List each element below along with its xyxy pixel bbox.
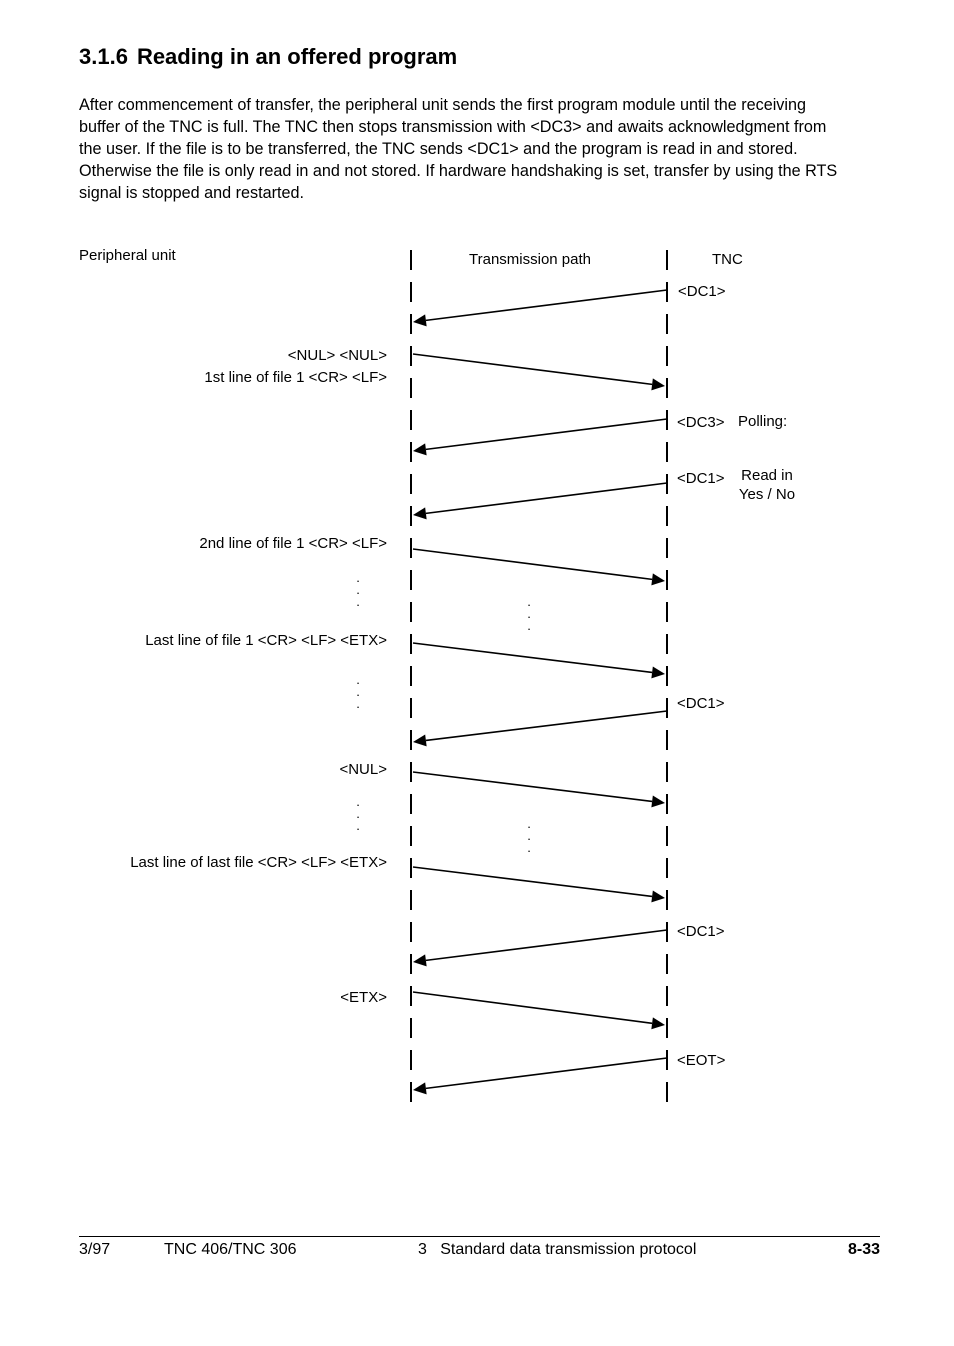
vertical-ellipsis: . . . [356, 794, 360, 833]
message-arrow-line [426, 930, 667, 960]
message-arrow-line [413, 992, 652, 1023]
arrowhead [651, 1017, 665, 1029]
footer-date: 3/97 [79, 1241, 111, 1258]
label-first-line: 1st line of file 1 <CR> <LF> [204, 369, 387, 386]
message-arrow-line [426, 711, 667, 740]
arrowhead [413, 1082, 427, 1094]
message-arrow-line [413, 643, 652, 672]
message-arrow-line [413, 354, 652, 384]
section-number: 3.1.6 [79, 44, 128, 69]
arrowhead [413, 443, 427, 455]
message-arrow-line [426, 483, 667, 513]
arrowhead [651, 573, 665, 585]
message-arrow-line [426, 419, 667, 449]
arrowhead [413, 954, 427, 966]
vertical-ellipsis: . . . [527, 594, 531, 633]
arrowhead [651, 378, 665, 390]
note-read-in: Read in [741, 467, 793, 484]
arrowhead [413, 507, 427, 519]
label-last-line-file1: Last line of file 1 <CR> <LF> <ETX> [145, 632, 387, 649]
label-etx: <ETX> [340, 989, 387, 1006]
peripheral-unit-header: Peripheral unit [79, 247, 176, 264]
note-yes-no: Yes / No [738, 486, 796, 503]
footer-page-number: 8-33 [847, 1241, 880, 1258]
label-last-line-last-file: Last line of last file <CR> <LF> <ETX> [130, 854, 387, 871]
message-arrow-line [413, 549, 652, 579]
footer-model: TNC 406/TNC 306 [164, 1241, 297, 1258]
message-arrow-line [426, 290, 667, 320]
message-arrows [413, 290, 667, 1094]
message-arrow-line [426, 1058, 667, 1088]
message-arrow-line [413, 772, 652, 801]
arrowhead [413, 314, 427, 326]
tnc-label-dc3: <DC3> [677, 414, 725, 431]
label-second-line: 2nd line of file 1 <CR> <LF> [199, 535, 387, 552]
footer-chapter: 3 Standard data transmission protocol [418, 1241, 697, 1258]
tnc-header: TNC [712, 251, 743, 268]
tnc-label-dc1: <DC1> [677, 470, 725, 487]
label-nul-nul: <NUL> <NUL> [287, 347, 387, 364]
label-nul: <NUL> [339, 761, 387, 778]
arrowhead [413, 734, 427, 746]
transmission-path-header: Transmission path [469, 251, 591, 268]
tnc-label-dc1: <DC1> [677, 923, 725, 940]
vertical-ellipsis: . . . [527, 816, 531, 855]
arrowhead [651, 795, 665, 807]
section-title: Reading in an offered program [136, 44, 458, 69]
intro-paragraph: After commencement of transfer, the peripheral unit sends the first program module until the receiving buffer of the TNC is full. The TNC then stops transmission with <DC3> and awaits acknowledgment from the user. If the file is to be transferred, the TNC sends <DC1> and the program is read in and stored. Otherwise the file is only read in and not stored. If hardware handshaking is set, transfer by using the RTS signal is stopped and restarted. [79, 96, 838, 202]
arrowhead [651, 890, 665, 902]
note-polling: Polling: [738, 413, 788, 430]
vertical-ellipsis: . . . [356, 570, 360, 609]
message-arrow-line [413, 867, 652, 896]
vertical-ellipsis: . . . [356, 672, 360, 711]
tnc-label-dc1: <DC1> [678, 283, 726, 300]
tnc-label-dc1: <DC1> [677, 695, 725, 712]
arrowhead [651, 666, 665, 678]
footer-rule [79, 1236, 880, 1237]
tnc-label-eot: <EOT> [677, 1052, 726, 1069]
